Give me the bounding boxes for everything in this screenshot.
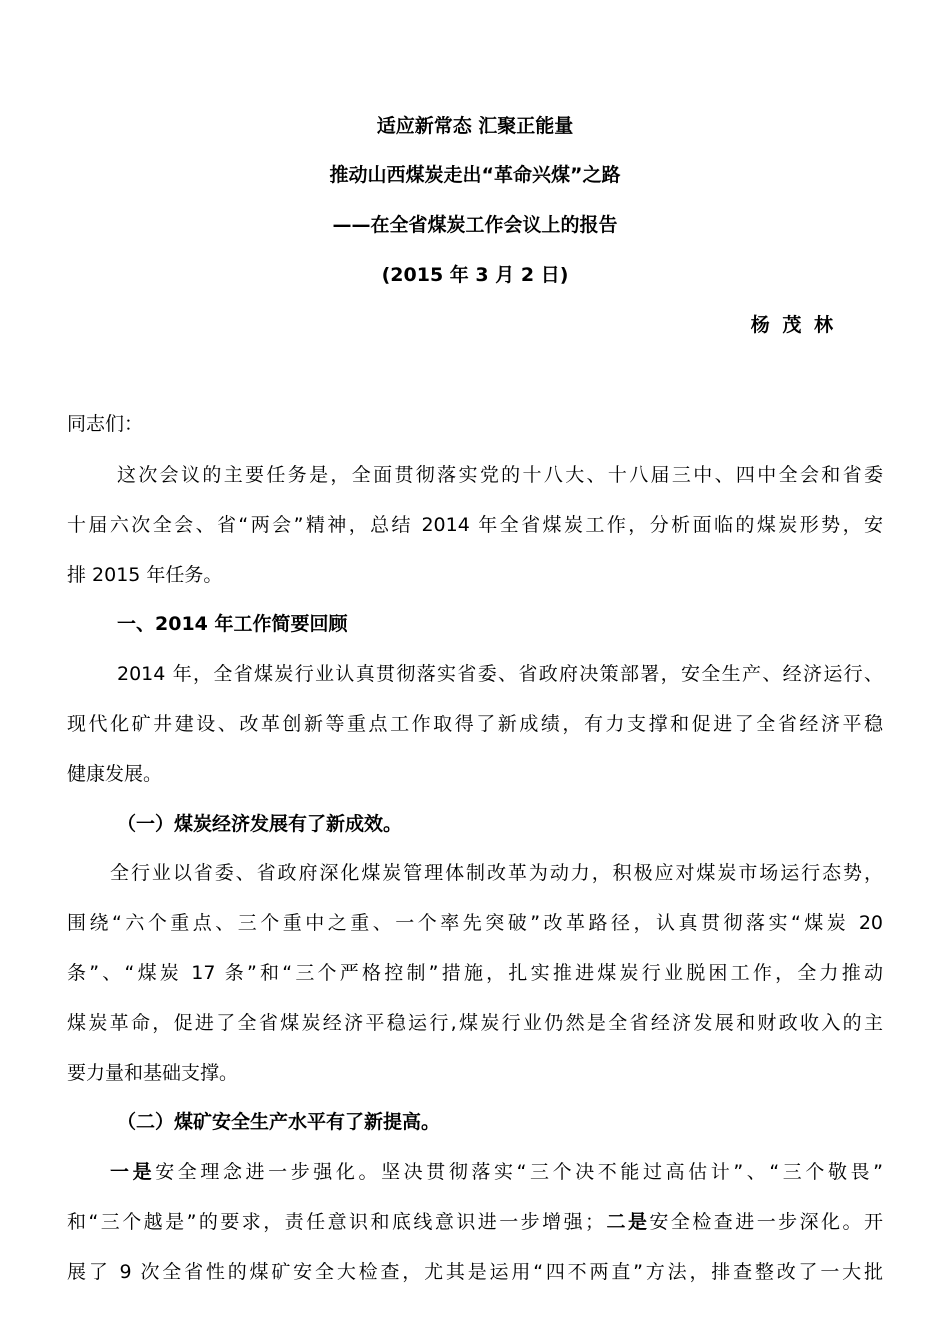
intro-line-1: 这次会议的主要任务是，全面贯彻落实党的十八大、十八届三中、四中全会和省委 (117, 464, 883, 486)
section1-line-2: 现代化矿井建设、改革创新等重点工作取得了新成绩，有力支撑和促进了全省经济平稳 (67, 713, 883, 735)
section1-line-3: 健康发展。 (67, 763, 163, 785)
section-heading-1: 一、2014 年工作简要回顾 (117, 613, 348, 635)
sub2-line-1-text: 安全理念进一步强化。坚决贯彻落实“三个决不能过高估计”、“三个敬畏” (155, 1161, 883, 1183)
sub1-line-5: 要力量和基础支撑。 (67, 1062, 239, 1084)
sub2-line-2-ordinal: 二是 (604, 1211, 650, 1233)
title-date: (2015 年 3 月 2 日) (381, 264, 569, 286)
sub2-line-1-ordinal: 一是 (110, 1161, 156, 1183)
intro-line-3: 排 2015 年任务。 (67, 564, 223, 586)
sub2-line-2-text-b: 安全检查进一步深化。开 (649, 1211, 883, 1233)
author-name: 杨 茂 林 (750, 314, 836, 336)
sub1-line-4: 煤炭革命，促进了全省煤炭经济平稳运行,煤炭行业仍然是全省经济发展和财政收入的主 (67, 1012, 883, 1034)
sub2-line-2 (67, 1209, 883, 1235)
sub1-line-1: 全行业以省委、省政府深化煤炭管理体制改革为动力，积极应对煤炭市场运行态势， (110, 862, 883, 884)
salutation: 同志们： (67, 413, 144, 435)
section1-line-1: 2014 年，全省煤炭行业认真贯彻落实省委、省政府决策部署，安全生产、经济运行、 (117, 663, 883, 685)
subsection-heading-1: （一）煤炭经济发展有了新成效。 (117, 813, 403, 835)
sub2-line-3: 展了 9 次全省性的煤矿安全大检查，尤其是运用“四不两直”方法，排查整改了一大批 (67, 1261, 883, 1283)
sub2-line-2-text-a: 和“三个越是”的要求，责任意识和底线意识进一步增强； (67, 1211, 605, 1233)
intro-line-2: 十届六次全会、省“两会”精神，总结 2014 年全省煤炭工作，分析面临的煤炭形势，安 (67, 514, 883, 536)
sub1-line-3: 条”、“煤炭 17 条”和“三个严格控制”措施，扎实推进煤炭行业脱困工作，全力推动 (67, 962, 883, 984)
title-line-2: 推动山西煤炭走出“革命兴煤”之路 (329, 164, 621, 186)
subsection-heading-2: （二）煤矿安全生产水平有了新提高。 (117, 1111, 441, 1133)
sub1-line-2: 围绕“六个重点、三个重中之重、一个率先突破”改革路径，认真贯彻落实“煤炭 20 (67, 912, 883, 934)
sub2-line-1 (110, 1159, 883, 1185)
title-subtitle: ——在全省煤炭工作会议上的报告 (332, 214, 618, 236)
title-line-1: 适应新常态 汇聚正能量 (376, 115, 574, 137)
